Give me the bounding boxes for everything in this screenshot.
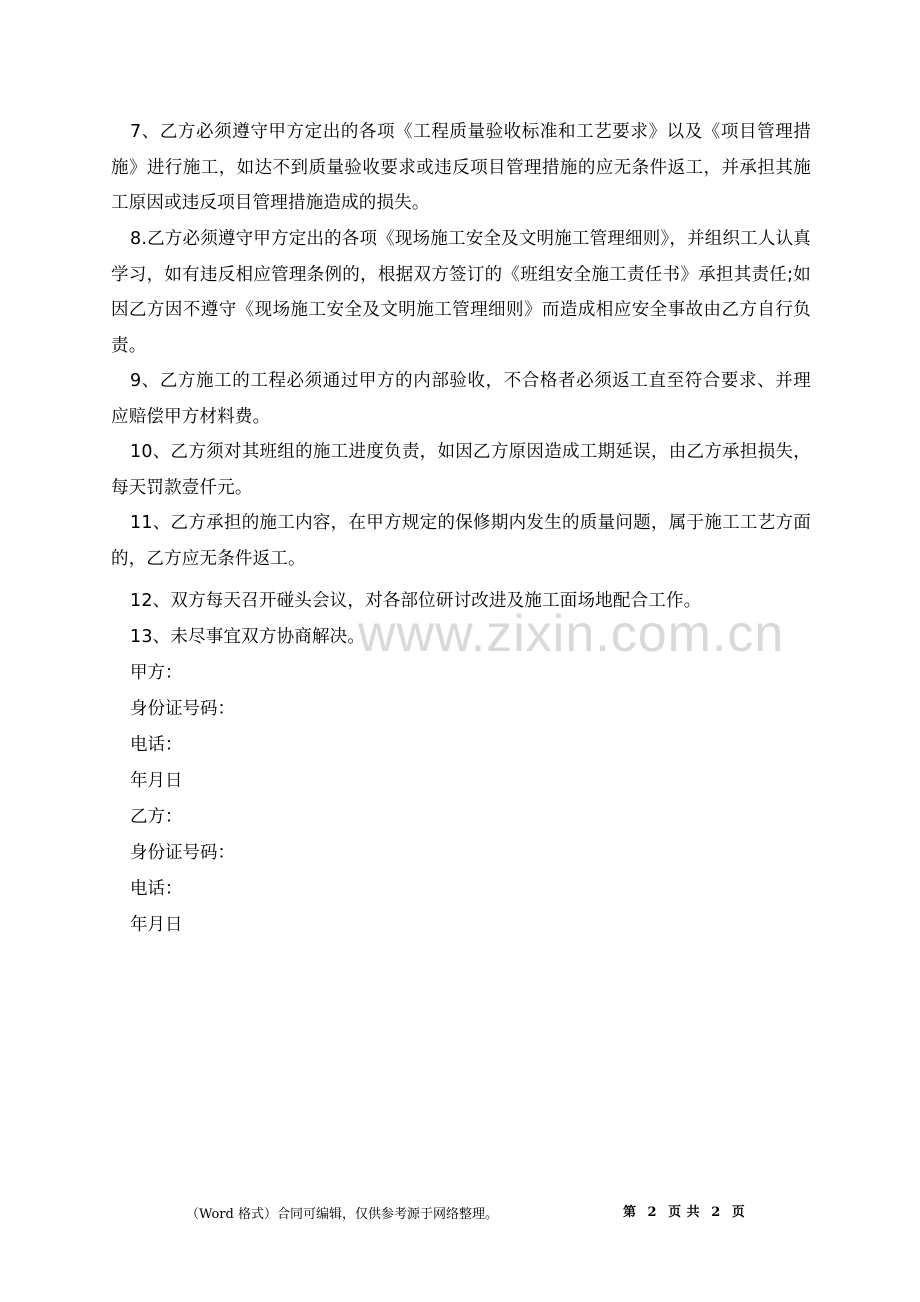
clause-7: 7、乙方必须遵守甲方定出的各项《工程质量验收标准和工艺要求》以及《项目管理措施》进行施工，如达不到质量验收要求或违反项目管理措施的应无条件返工，并承担其施工原因或违反项目管理措施造成的损失。 (111, 122, 811, 213)
clause-12: 12、双方每天召开碰头会议，对各部位研讨改进及施工面场地配合工作。 (130, 591, 702, 611)
clause-8: 8.乙方必须遵守甲方定出的各项《现场施工安全及文明施工管理细则》，并组织工人认真学习，如有违反相应管理条例的，根据双方签订的《班组安全施工责任书》承担其责任;如因乙方因不遵守《现场施工安全及文明施工管理细则》而造成相应安全事故由乙方自行负责。 (111, 229, 811, 356)
page-suffix: 页 (731, 1205, 746, 1220)
party-b-id-label: 身份证号码： (130, 843, 235, 863)
party-b-phone-label: 电话： (130, 879, 183, 899)
page-prefix: 第 (623, 1205, 637, 1220)
clause-11: 11、乙方承担的施工内容，在甲方规定的保修期内发生的质量问题，属于施工工艺方面的，乙方应无条件返工。 (111, 513, 811, 569)
page-current: 2 (647, 1205, 658, 1220)
page-total: 2 (711, 1205, 721, 1220)
footer-note: （Word 格式）合同可编辑，仅供参考源于网络整理。 (186, 1207, 498, 1222)
party-a-id-label: 身份证号码： (130, 699, 235, 719)
party-a-label: 甲方： (130, 663, 183, 683)
clause-9: 9、乙方施工的工程必须通过甲方的内部验收，不合格者必须返工直至符合要求、并理应赔偿甲方材料费。 (111, 371, 811, 427)
clause-13: 13、未尽事宜双方协商解决。 (130, 627, 366, 647)
party-a-phone-label: 电话： (130, 735, 183, 755)
party-b-label: 乙方： (130, 807, 183, 827)
clause-10: 10、乙方须对其班组的施工进度负责，如因乙方原因造成工期延误，由乙方承担损失，每天罚款壹仟元。 (111, 442, 811, 498)
page-mid: 页 共 (668, 1205, 701, 1220)
party-a-date-label: 年月日 (130, 771, 183, 791)
page-number (623, 1203, 745, 1223)
party-b-date-label: 年月日 (130, 915, 183, 935)
watermark-text: www.zixin.com.cn (358, 605, 785, 663)
